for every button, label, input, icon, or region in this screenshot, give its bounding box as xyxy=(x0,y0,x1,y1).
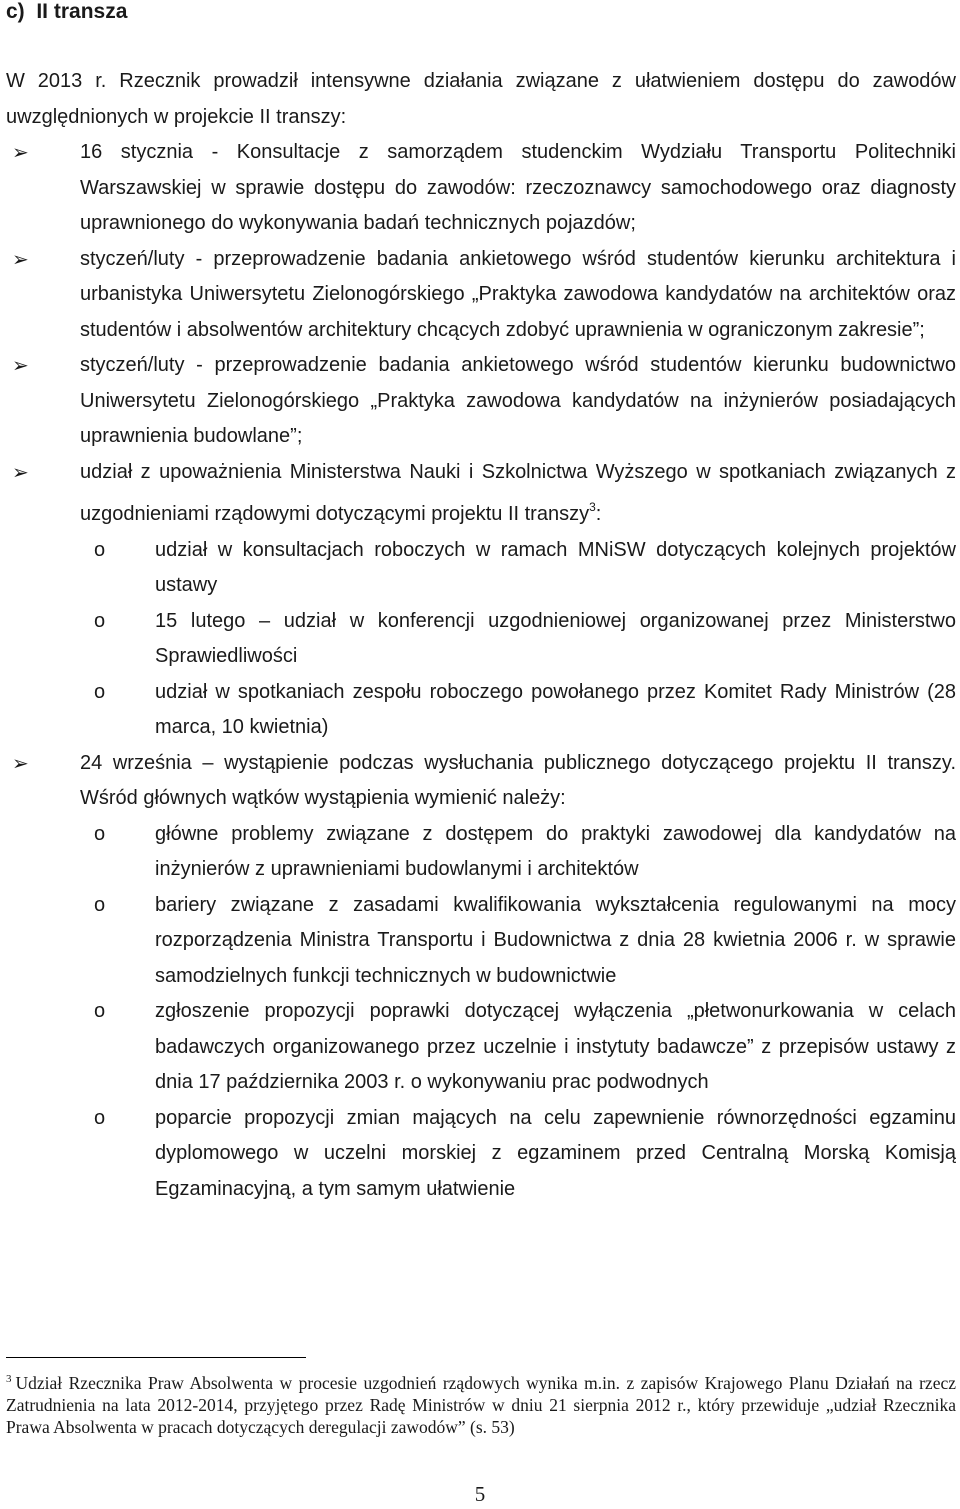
intro-paragraph: W 2013 r. Rzecznik prowadził intensywne działania związane z ułatwieniem dostępu do zawodów uwzględnionych w projekcie II transzy: xyxy=(6,70,956,128)
bullet-item xyxy=(6,135,956,242)
footnote xyxy=(6,1368,956,1438)
circle-bullet-icon: o xyxy=(94,1000,106,1022)
arrow-bullet-icon: ➢ xyxy=(12,353,29,377)
footnote-number: 3 xyxy=(6,1373,12,1385)
sub-bullet-item xyxy=(6,817,956,888)
section-heading: c) II transza xyxy=(6,0,128,23)
sub-bullet-text: udział w konsultacjach roboczych w ramach MNiSW dotyczących kolejnych projektów ustawy xyxy=(155,538,956,596)
arrow-bullet-icon: ➢ xyxy=(12,750,29,775)
sub-bullet-text: zgłoszenie propozycji poprawki dotyczącej wyłączenia „płetwonurkowania w celach badawczych organizowanego przez uczelnie i instytuty badawcze” z przepisów ustawy z dnia 17 października 2003 r. o wykonywaniu prac podwodnych xyxy=(155,1000,956,1093)
bullet-text: udział z upoważnienia Ministerstwa Nauki i Szkolnictwa Wyższego w spotkaniach związanych z uzgodnieniami rządowymi dotyczącymi projektu II transzy xyxy=(80,460,956,525)
sub-bullet-text: główne problemy związane z dostępem do praktyki zawodowej dla kandydatów na inżynierów z uprawnieniami budowlanymi i architektów xyxy=(155,822,956,880)
circle-bullet-icon: o xyxy=(94,893,106,916)
bullet-suffix: : xyxy=(595,503,602,525)
body-text xyxy=(6,64,956,1207)
sub-bullet-text: udział w spotkaniach zespołu roboczego powołanego przez Komitet Rady Ministrów (28 marca, 10 kwietnia) xyxy=(155,680,956,738)
sub-bullet-text: bariery związane z zasadami kwalifikowania wykształcenia regulowanymi na mocy rozporządzenia Ministra Transportu i Budownictwa z dnia 28 kwietnia 2006 r. w sprawie samodzielnych funkcji technicznych w budownictwie xyxy=(155,893,956,987)
arrow-bullet-icon: ➢ xyxy=(12,459,29,484)
circle-bullet-icon: o xyxy=(94,680,106,703)
sub-bullet-text: 15 lutego – udział w konferencji uzgodnieniowej organizowanej przez Ministerstwo Sprawiedliwości xyxy=(155,609,956,667)
circle-bullet-icon: o xyxy=(94,822,106,845)
bullet-text: styczeń/luty - przeprowadzenie badania ankietowego wśród studentów kierunku architektura i urbanistyka Uniwersytetu Zielonogórskiego „Praktyka zawodowa kandydatów na architektów oraz studentów i absolwentów architektury chcących zdobyć uprawnienia w ograniczonym zakresie”; xyxy=(80,247,956,341)
sub-bullet-text: poparcie propozycji zmian mających na celu zapewnienie równorzędności egzaminu dyplomowego w uczelni morskiej z egzaminem przed Centralną Morską Komisją Egzaminacyjną, a tym samym ułatwienie xyxy=(155,1106,956,1200)
arrow-bullet-icon: ➢ xyxy=(12,140,29,164)
bullet-item xyxy=(6,348,956,455)
sub-bullet-item xyxy=(6,888,956,995)
footnote-separator xyxy=(6,1357,306,1358)
sub-bullet-item xyxy=(6,675,956,746)
circle-bullet-icon: o xyxy=(94,538,106,561)
sub-bullet-item xyxy=(6,533,956,604)
bullet-text: styczeń/luty - przeprowadzenie badania ankietowego wśród studentów kierunku budownictwo Uniwersytetu Zielonogórskiego „Praktyka zawodowa kandydatów na inżynierów posiadających uprawnienia budowlane”; xyxy=(80,354,956,447)
bullet-item xyxy=(6,242,956,349)
sub-bullet-item xyxy=(6,604,956,675)
bullet-text: 24 września – wystąpienie podczas wysłuchania publicznego dotyczącego projektu II transzy. Wśród głównych wątków wystąpienia wymienić należy: xyxy=(80,751,956,809)
bullet-item xyxy=(6,455,956,533)
footnote-text: Udział Rzecznika Praw Absolwenta w procesie uzgodnień rządowych wynika m.in. z zapisów Krajowego Planu Działań na rzecz Zatrudnienia na lata 2012-2014, przyjętego przez Radę Ministrów w dniu 21 sierpnia 2012 r., który przewiduje „udział Rzecznika Prawa Absolwenta w pracach dotyczących deregulacji zawodów” (s. 53) xyxy=(6,1373,956,1437)
sub-bullet-item xyxy=(6,1101,956,1208)
sub-bullet-item xyxy=(6,994,956,1101)
circle-bullet-icon: o xyxy=(94,609,106,632)
page-number: 5 xyxy=(474,1482,486,1506)
bullet-text: 16 stycznia - Konsultacje z samorządem studenckim Wydziału Transportu Politechniki Warszawskiej w sprawie dostępu do zawodów: rzeczoznawcy samochodowego oraz diagnosty uprawnionego do wykonywania badań technicznych pojazdów; xyxy=(80,141,956,234)
footnote-reference[interactable]: 3 xyxy=(589,500,596,514)
arrow-bullet-icon: ➢ xyxy=(12,246,29,271)
bullet-item xyxy=(6,746,956,817)
circle-bullet-icon: o xyxy=(94,1106,106,1129)
